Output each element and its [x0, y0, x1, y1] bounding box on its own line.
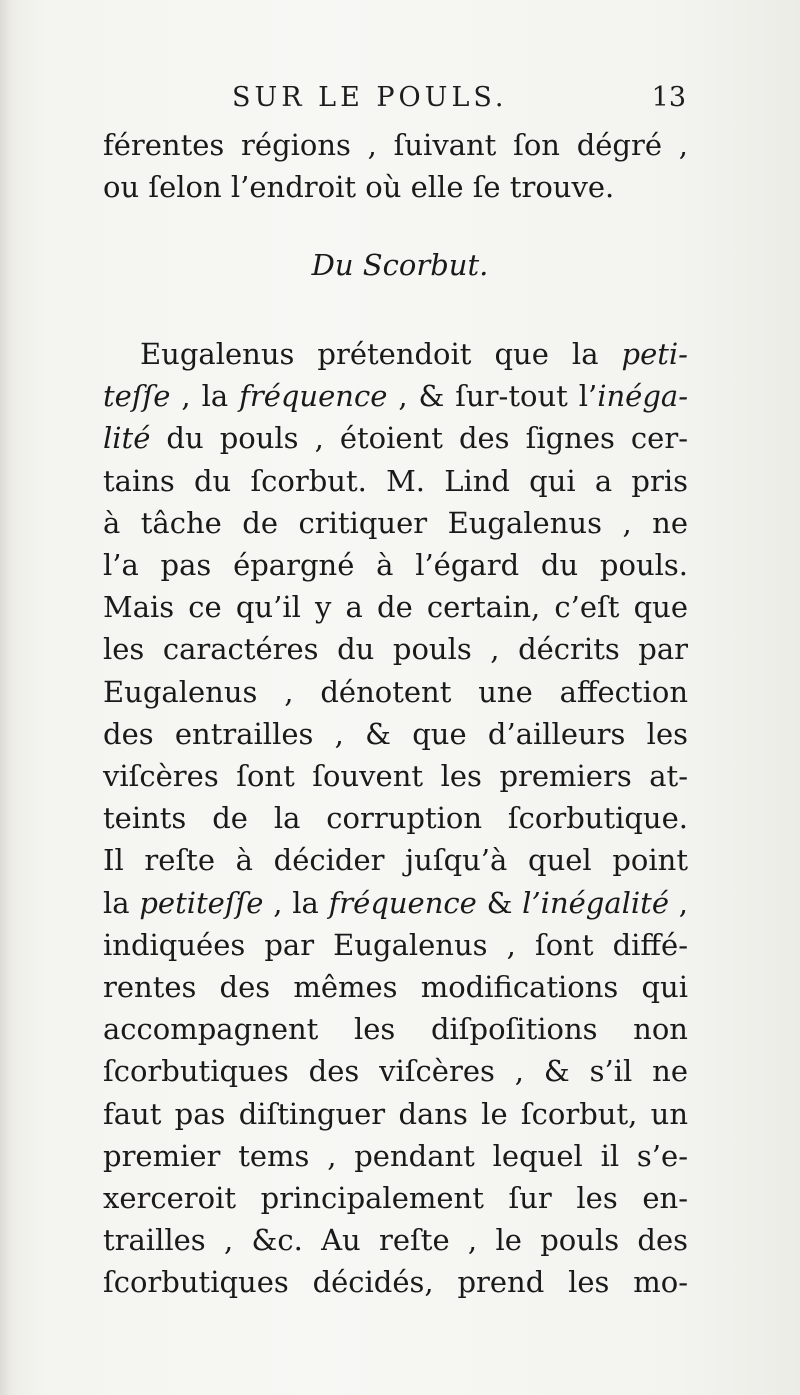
text-segment: la [103, 885, 140, 920]
italic-segment: l’inégalité [522, 885, 669, 920]
text-segment: indiquées par Eugalenus , ſont diffé- [103, 927, 688, 962]
text-line [140, 334, 688, 374]
text-segment: & [476, 885, 523, 920]
text-segment: les caractéres du pouls , décrits par [103, 632, 688, 667]
running-title: SUR LE POULS. [232, 82, 508, 113]
italic-segment: inéga- [597, 379, 689, 414]
text-line [103, 1094, 688, 1134]
text-segment: faut pas diſtinguer dans le ſcorbut, un [103, 1096, 688, 1131]
italic-segment: petiteſſe [139, 885, 264, 920]
text-line [103, 376, 688, 416]
text-segment: , & ſur-tout l’ [387, 379, 598, 414]
text-line [103, 1051, 688, 1091]
text-segment: Il reſte à décider juſqu’à quel point [103, 843, 688, 878]
text-line [103, 925, 688, 965]
italic-segment: fréquence [328, 885, 477, 920]
text-line [103, 461, 688, 501]
text-segment: à tâche de critiquer Eugalenus , ne [103, 505, 688, 540]
italic-segment: peti- [621, 337, 688, 371]
text-line [103, 1262, 688, 1302]
text-segment: ſcorbutiques des viſcères , & s’il ne [103, 1054, 688, 1089]
text-segment: ſcorbutiques décidés, prend les mo- [103, 1265, 688, 1300]
running-head [100, 82, 690, 122]
text-segment: xerceroit principalement ſur les en- [103, 1181, 688, 1215]
text-line [103, 1009, 688, 1049]
text-segment: , la [170, 379, 240, 414]
text-segment: Eugalenus , dénotent une affection [103, 674, 688, 709]
page-edge-shadow [0, 0, 18, 1395]
italic-segment: teſſe [103, 379, 171, 414]
text-line [103, 714, 688, 754]
text-segment: , la [263, 885, 329, 920]
text-line [103, 629, 688, 669]
section-title: Du Scorbut. [311, 248, 489, 282]
text-segment: premier tems , pendant lequel il s’e- [103, 1138, 688, 1173]
text-segment: Eugalenus prétendoit que la [140, 337, 622, 371]
text-line [103, 1220, 688, 1260]
text-segment: l’a pas épargné à l’égard du pouls. [103, 548, 688, 582]
page-number: 13 [651, 82, 686, 113]
italic-segment: fréquence [239, 379, 388, 414]
text-segment: rentes des mêmes modifications qui [103, 970, 688, 1004]
text-line [103, 1178, 688, 1218]
text-line [103, 503, 688, 543]
text-segment: , [669, 885, 688, 920]
text-segment: viſcères ſont ſouvent les premiers at- [103, 759, 688, 793]
italic-segment: lité [103, 421, 151, 456]
text-segment: accompagnent les diſpoſitions non [103, 1012, 688, 1047]
text-line [103, 798, 688, 838]
text-segment: des entrailles , & que d’ailleurs les [103, 716, 688, 751]
text-line [103, 883, 688, 923]
text-segment: du pouls , étoient des ſignes cer- [150, 421, 688, 456]
text-segment: Mais ce qu’il y a de certain, c’eſt que [103, 590, 688, 625]
text-line [103, 967, 688, 1007]
text-line: ou ſelon l’endroit où elle ſe trouve. [103, 170, 615, 204]
text-line [103, 672, 688, 712]
text-line [103, 756, 688, 796]
text-line [103, 587, 688, 627]
text-line [103, 545, 688, 585]
text-line [103, 418, 688, 458]
text-segment: teints de la corruption ſcorbutique. [103, 801, 688, 836]
text-segment: tains du ſcorbut. M. Lind qui a pris [103, 463, 688, 498]
text-segment: trailles , &c. Au reſte , le pouls des [103, 1223, 688, 1258]
text-line [103, 840, 688, 880]
text-line [103, 1136, 688, 1176]
text-line: férentes régions , ſuivant ſon dégré , [103, 128, 688, 162]
